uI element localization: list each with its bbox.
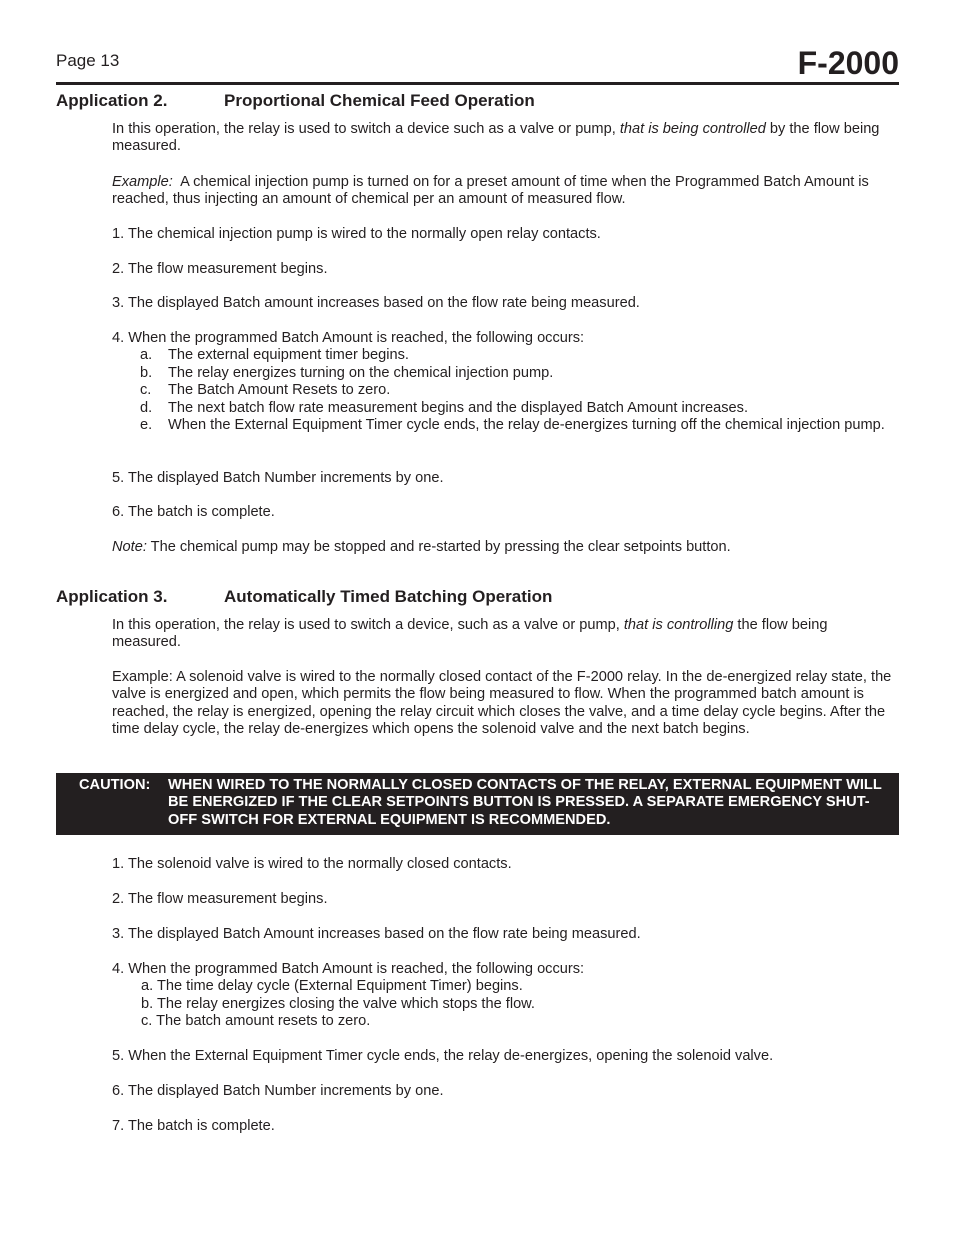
app2-step-6: 6. The batch is complete. bbox=[112, 504, 275, 520]
app3-number: Application 3. bbox=[56, 587, 168, 606]
header-rule bbox=[56, 82, 899, 85]
app3-step-6: 6. The displayed Batch Number increments by one. bbox=[112, 1083, 444, 1099]
app2-step-1: 1. The chemical injection pump is wired to the normally open relay contacts. bbox=[112, 226, 601, 242]
app3-step-7: 7. The batch is complete. bbox=[112, 1118, 275, 1134]
app2-number: Application 2. bbox=[56, 91, 168, 110]
app2-title: Proportional Chemical Feed Operation bbox=[224, 91, 535, 110]
app3-substep-b: b. The relay energizes closing the valve which stops the flow. bbox=[141, 996, 535, 1012]
app2-example: Example: A chemical injection pump is turned on for a preset amount of time when the Programmed Batch Amount is reached, thus injecting an amount of chemical per an amount of measured flow. bbox=[112, 174, 873, 208]
app2-note: Note: The chemical pump may be stopped and re-started by pressing the clear setpoints button. bbox=[112, 539, 731, 555]
model-title: F-2000 bbox=[797, 45, 899, 81]
app2-step-3: 3. The displayed Batch amount increases based on the flow rate being measured. bbox=[112, 295, 640, 311]
caution-text: WHEN WIRED TO THE NORMALLY CLOSED CONTACTS OF THE RELAY, EXTERNAL EQUIPMENT WILL BE ENERGIZED IF THE CLEAR SETPOINTS BUTTON IS PRESSED. A SEPARATE EMERGENCY SHUT-OFF SWITCH FOR EXTERNAL EQUIPMENT IS RECOMMENDED. bbox=[168, 777, 882, 828]
caution-label: CAUTION: bbox=[79, 777, 151, 793]
app2-step-5: 5. The displayed Batch Number increments by one. bbox=[112, 470, 444, 486]
app3-substep-c: c. The batch amount resets to zero. bbox=[141, 1013, 371, 1029]
app3-step-5: 5. When the External Equipment Timer cycle ends, the relay de-energizes, opening the solenoid valve. bbox=[112, 1048, 774, 1064]
caution-box bbox=[56, 773, 899, 835]
app3-example: Example: A solenoid valve is wired to the normally closed contact of the F-2000 relay. In the de-energized relay state, the valve is energized and open, which permits the flow being measured to flow. When the programmed batch amount is reached, the relay is energized, opening the relay circuit which closes the valve, and a time delay cycle begins. After the time delay cycle, the relay de-energizes which opens the solenoid valve and the next batch begins. bbox=[112, 669, 892, 738]
app3-step-2: 2. The flow measurement begins. bbox=[112, 891, 328, 907]
app3-title: Automatically Timed Batching Operation bbox=[224, 587, 553, 606]
app3-step-1: 1. The solenoid valve is wired to the normally closed contacts. bbox=[112, 856, 512, 872]
app3-substep-a: a. The time delay cycle (External Equipment Timer) begins. bbox=[141, 978, 523, 994]
app3-intro: In this operation, the relay is used to switch a device, such as a valve or pump, that is controlling the flow being measured. bbox=[112, 617, 828, 651]
page-number: Page 13 bbox=[56, 51, 120, 70]
app2-intro: In this operation, the relay is used to switch a device such as a valve or pump, that is being controlled by the flow being measured. bbox=[112, 121, 880, 155]
app2-step-2: 2. The flow measurement begins. bbox=[112, 261, 328, 277]
app3-step-3: 3. The displayed Batch Amount increases based on the flow rate being measured. bbox=[112, 926, 641, 942]
app2-step-4: 4. When the programmed Batch Amount is reached, the following occurs: bbox=[112, 330, 585, 346]
app3-step-4: 4. When the programmed Batch Amount is reached, the following occurs: bbox=[112, 961, 585, 977]
